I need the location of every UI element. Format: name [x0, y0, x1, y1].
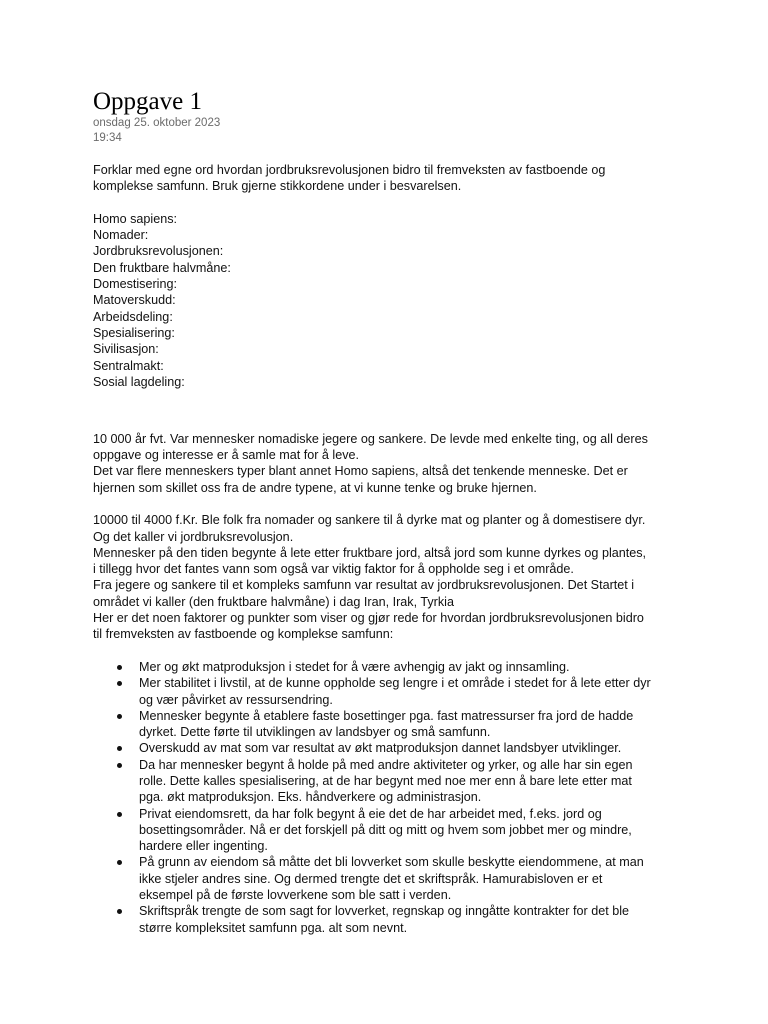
- answer-line: Her er det noen faktorer og punkter som viser og gjør rede for hvordan jordbruksrevolusjonen bidro: [93, 611, 644, 626]
- list-item-line: og vær påvirket av ressursendring.: [139, 692, 333, 707]
- answer-paragraph-1: [93, 431, 693, 496]
- list-item-line: Mer og økt matproduksjon i stedet for å være avhengig av jakt og innsamling.: [139, 659, 570, 674]
- note-date: onsdag 25. oktober 2023: [93, 117, 221, 129]
- page-title: Oppgave 1: [93, 88, 202, 115]
- list-item: [93, 659, 693, 675]
- answer-line: oppgave og interesse er å samle mat for å leve.: [93, 448, 360, 463]
- answer-line: i tillegg hvor det fantes vann som også var viktig faktor for å oppholde seg i et område.: [93, 562, 574, 577]
- keyword-item: Sivilisasjon:: [93, 342, 159, 357]
- keyword-item: Den fruktbare halvmåne:: [93, 260, 231, 275]
- list-item-line: bosettingsområder. Nå er det forskjell på ditt og mitt og hvem som jobbet mer og mindre,: [139, 822, 632, 837]
- list-item: [93, 806, 693, 855]
- answer-line: til fremveksten av fastboende og komplekse samfunn:: [93, 627, 394, 642]
- list-item: [93, 854, 693, 903]
- keyword-item: Arbeidsdeling:: [93, 309, 173, 324]
- list-item-line: Skriftspråk trengte de som sagt for lovverket, regnskap og inngåtte kontrakter for det ble: [139, 904, 630, 919]
- answer-line: 10000 til 4000 f.Kr. Ble folk fra nomader og sankere til å dyrke mat og planter og å domestisere dyr.: [93, 513, 646, 528]
- list-item-line: Mennesker begynte å etablere faste bosettinger pga. fast matressurser fra jord de hadde: [139, 708, 634, 723]
- list-item-line: Overskudd av mat som var resultat av økt matproduksjon dannet landsbyer utviklinger.: [139, 741, 622, 756]
- keyword-list: [93, 211, 693, 390]
- list-item-line: eksempel på de første lovverkene som ble satt i verden.: [139, 888, 452, 903]
- list-item-line: hardere eller ingenting.: [139, 839, 268, 854]
- keyword-item: Sentralmakt:: [93, 358, 164, 373]
- list-item-line: dyrket. Dette førte til utviklingen av landsbyer og små samfunn.: [139, 725, 491, 740]
- keyword-item: Matoverskudd:: [93, 293, 176, 308]
- keyword-item: Domestisering:: [93, 277, 177, 292]
- list-item: [93, 740, 693, 756]
- list-item: [93, 757, 693, 806]
- list-item: [93, 708, 693, 741]
- keyword-item: Sosial lagdeling:: [93, 374, 185, 389]
- task-line: Forklar med egne ord hvordan jordbruksrevolusjonen bidro til fremveksten av fastboende og: [93, 163, 606, 177]
- list-item-line: Da har mennesker begynt å holde på med andre aktiviteter og yrker, og alle har sin egen: [139, 757, 633, 772]
- factor-list: [93, 659, 693, 936]
- list-item-line: ikke stjeler andres sine. Og dermed trengte det et skriftspråk. Hamurabisloven er et: [139, 871, 603, 886]
- answer-line: Det var flere menneskers typer blant annet Homo sapiens, altså det tenkende menneske. Det er: [93, 464, 628, 479]
- note-time: 19:34: [93, 132, 122, 144]
- list-item-line: større kompleksitet samfunn pga. alt som nevnt.: [139, 920, 408, 935]
- answer-line: Fra jegere og sankere til et kompleks samfunn var resultat av jordbruksrevolusjonen. Det Startet i: [93, 578, 635, 593]
- answer-line: Mennesker på den tiden begynte å lete etter fruktbare jord, altså jord som kunne dyrkes og plantes,: [93, 545, 647, 560]
- answer-paragraph-2: [93, 512, 693, 642]
- list-item-line: På grunn av eiendom så måtte det bli lovverket som skulle beskytte eiendommene, at man: [139, 855, 644, 870]
- keyword-item: Spesialisering:: [93, 325, 175, 340]
- list-item: [93, 903, 693, 936]
- list-item-line: pga. økt matproduksjon. Eks. håndverkere og administrasjon.: [139, 790, 482, 805]
- list-item: [93, 675, 693, 708]
- task-line: komplekse samfunn. Bruk gjerne stikkordene under i besvarelsen.: [93, 179, 462, 194]
- list-item-line: Privat eiendomsrett, da har folk begynt å eie det de har arbeidet med, f.eks. jord og: [139, 806, 602, 821]
- task-description: [93, 162, 693, 195]
- answer-line: området vi kaller (den fruktbare halvmåne) i dag Iran, Irak, Tyrkia: [93, 594, 454, 609]
- answer-line: hjernen som skillet oss fra de andre typene, at vi kunne tenke og bruke hjernen.: [93, 480, 537, 495]
- answer-line: 10 000 år fvt. Var mennesker nomadiske jegere og sankere. De levde med enkelte ting, og all deres: [93, 431, 648, 446]
- list-item-line: Mer stabilitet i livstil, at de kunne oppholde seg lengre i et område i stedet for å lete etter dyr: [139, 676, 651, 691]
- keyword-item: Nomader:: [93, 228, 149, 243]
- keyword-item: Homo sapiens:: [93, 211, 177, 226]
- note-content: [93, 88, 693, 936]
- keyword-item: Jordbruksrevolusjonen:: [93, 244, 224, 259]
- answer-line: Og det kaller vi jordbruksrevolusjon.: [93, 529, 294, 544]
- list-item-line: rolle. Dette kalles spesialisering, at de har begynt med noe mer enn å bare lete etter mat: [139, 773, 632, 788]
